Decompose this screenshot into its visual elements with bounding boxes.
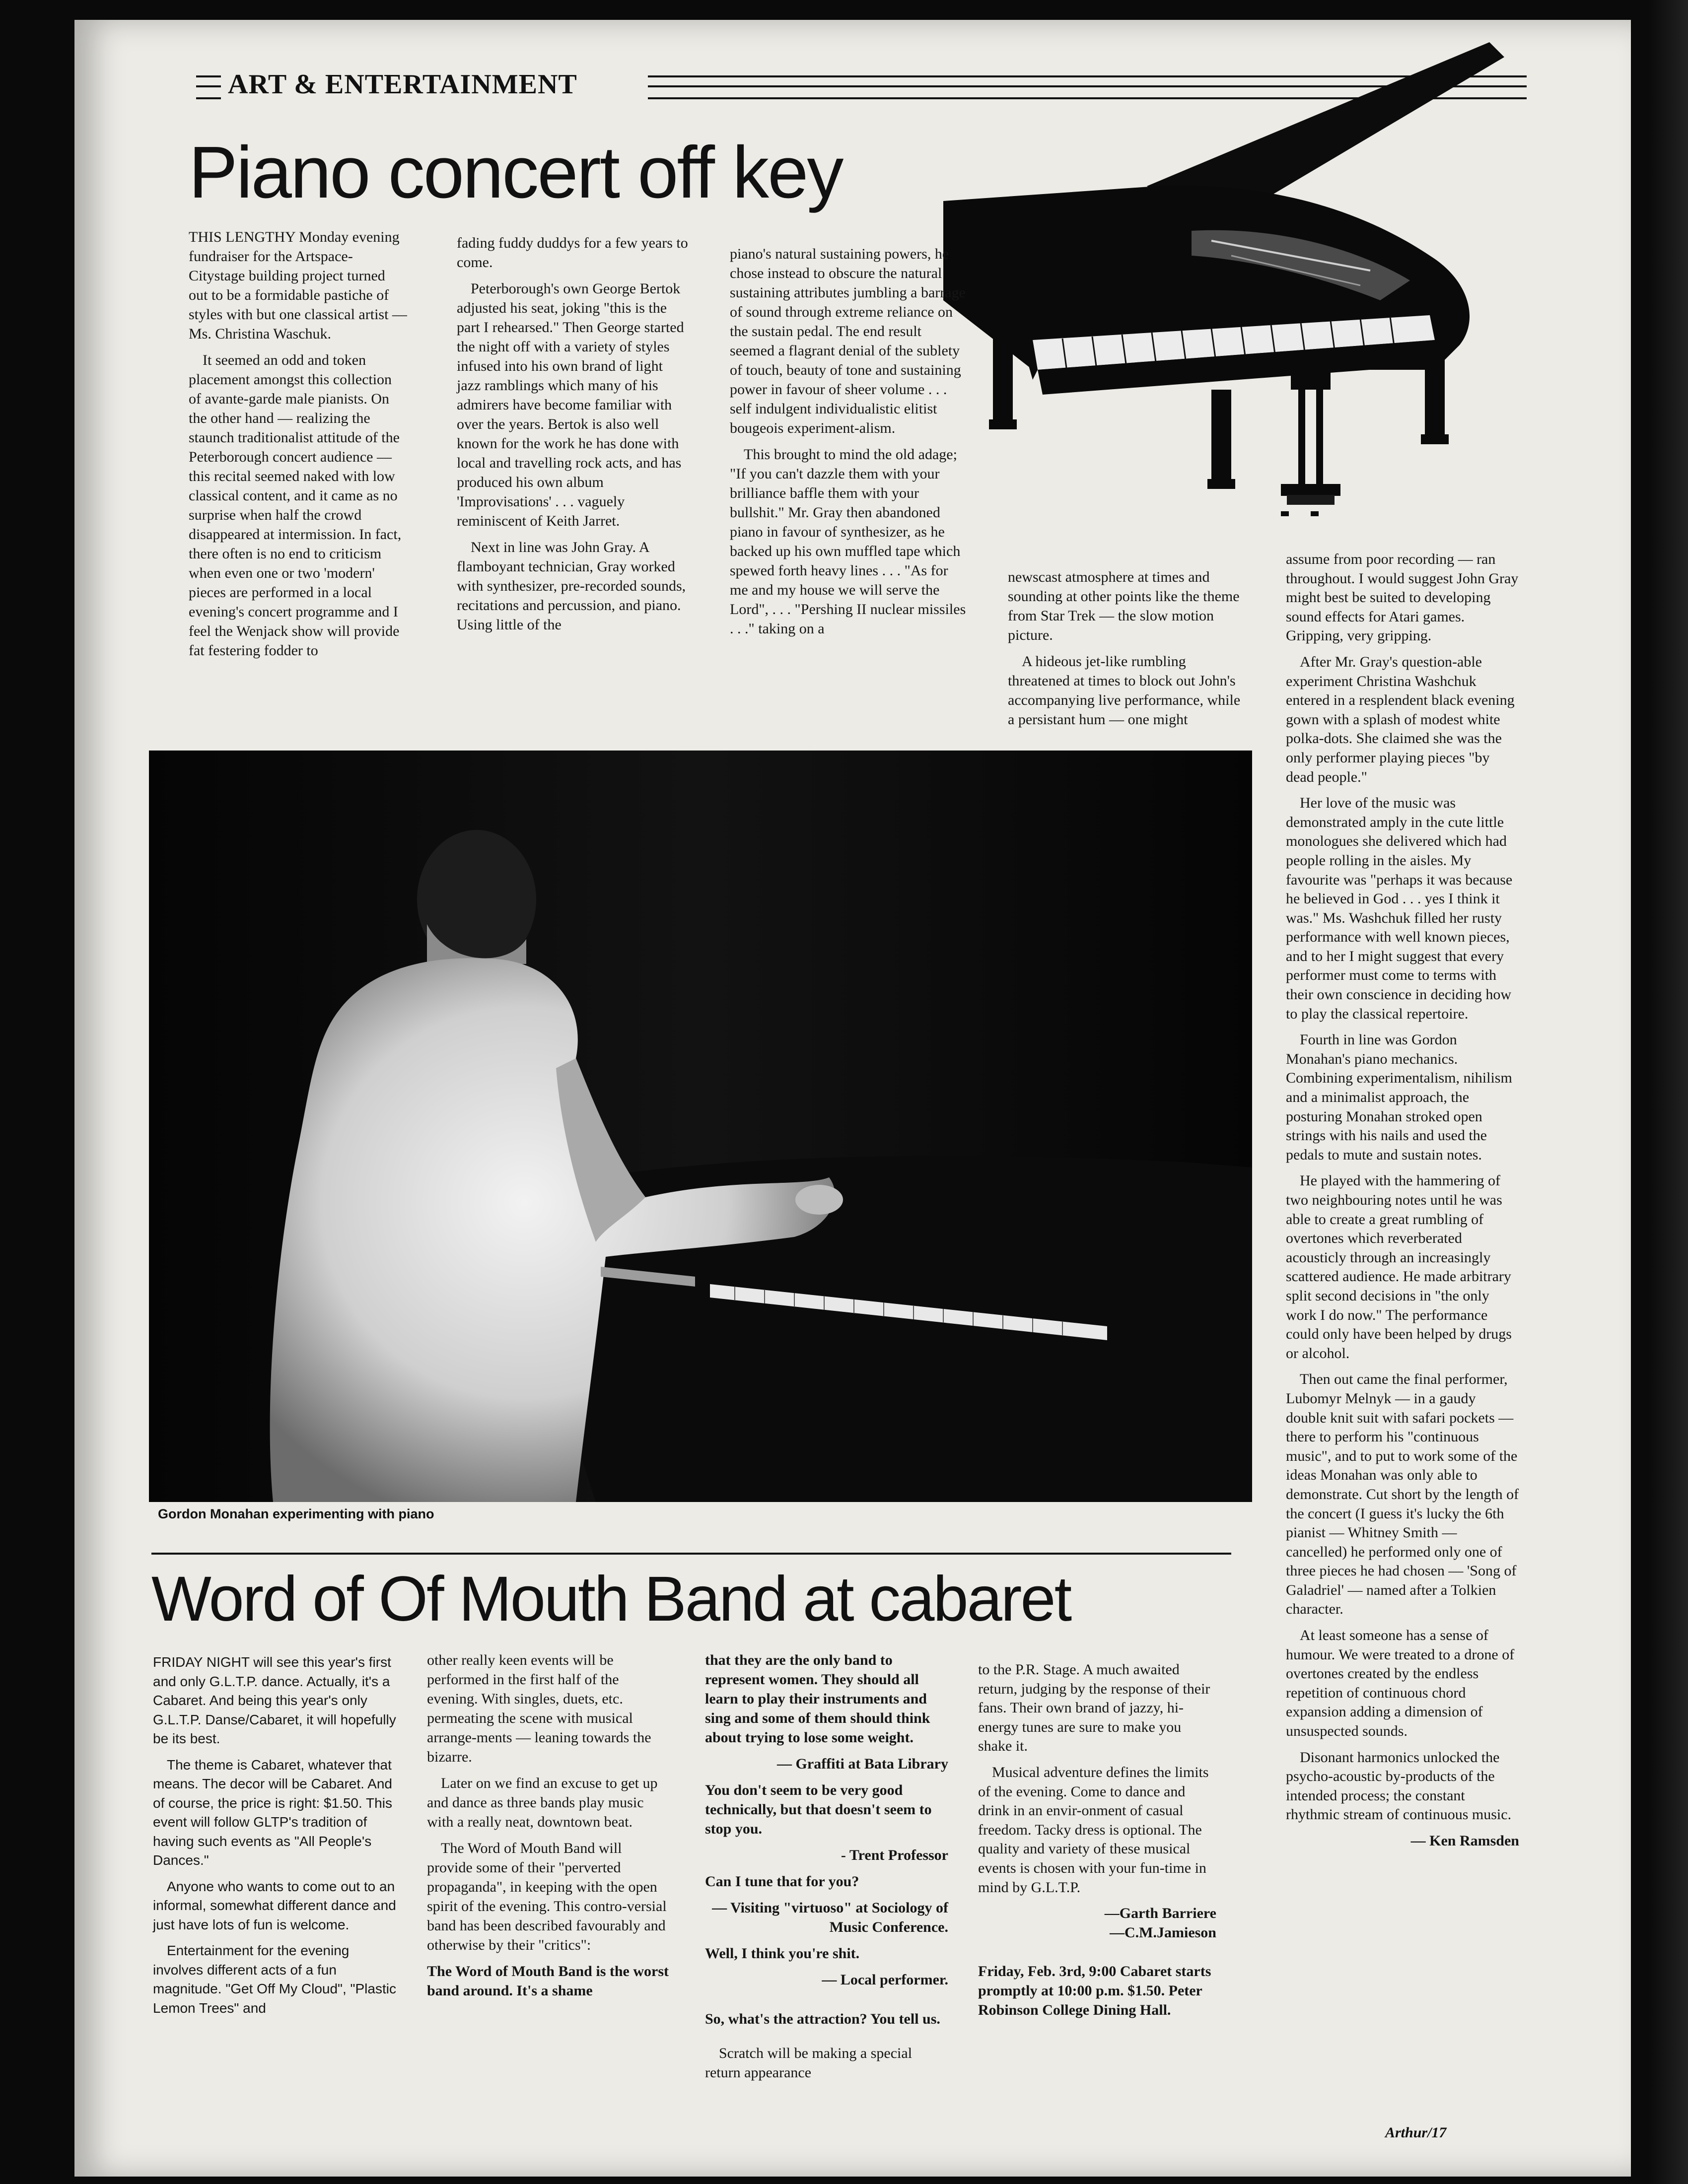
article2-col3-attrib2: - Trent Professor [841,1847,948,1863]
article2-col3-attrib3: — Visiting "virtuoso" at Sociology of Music Conference. [712,1900,948,1935]
article1-col5-p2: After Mr. Gray's question-able experiment Christina Washchuk entered in a resplendent black evening gown with a splash of modest white polka-dots. She claimed she was the only performer playing pieces "by dead people." [1286,653,1515,785]
article2-col1-p2: The theme is Cabaret, whatever that means. The decor will be Cabaret. And of course, the price is right: $1.50. This event will follow GLTP's tradition of having such events as "All People's Dances." [153,1757,392,1868]
article1-col5-p6: Then out came the final performer, Lubomyr Melnyk — in a gaudy double knit suit with safari pockets — there to perform his "continuous music", and to put to work some of the ideas Monahan was only able to demonstrate. Cut short by the length of the concert (I guess it's lucky the 6th pianist — Whitney Smith — cancelled) he performed only one of three pieces he had chosen — 'Song of Galadriel' — named after a Tolkien character. [1286,1371,1519,1618]
article2-col2-p2: Later on we find an excuse to get up and dance as three bands play music with a really neat, downtown beat. [427,1775,658,1830]
article2-col3-attrib4: — Local performer. [822,1972,948,1988]
article1-column-4 [1008,567,1241,736]
article-divider-rule [151,1553,1231,1555]
article2-col3-p2: You don't seem to be very good technically, but that doesn't seem to stop you. [705,1782,932,1837]
article1-col5-p7: At least someone has a sense of humour. We were treated to a drone of overtones created by the endless repetition of continuous chord expansion adding a dimension of unsuspected sounds. [1286,1627,1515,1740]
article2-byline-1: —Garth Barriere [1104,1905,1216,1922]
article2-col3-p4: Well, I think you're shit. [705,1945,860,1962]
article2-col3-p1: that they are the only band to represent women. They should all learn to play their instruments and sing and some of them should think about trying to lose some weight. [705,1652,930,1746]
grand-piano-illustration [933,22,1514,541]
article1-column-3 [730,244,968,645]
article1-col5-p3: Her love of the music was demonstrated amply in the cute little monologues she delivered which had people rolling in the aisles. My favourite was "perhaps it was because he believed in God . . . yes I think it was." Ms. Washchuk filled her rusty performance with well known pieces, and to her I might suggest that every performer must come to terms with their own conscience in deciding how to play the classical repertoire. [1286,795,1513,1022]
article1-col3-p1: piano's natural sustaining powers, he chose instead to obscure the natural sustaining attributes jumbling a barrage of sound through extreme reliance on the sustain pedal. The end result seemed a flagrant denial of the sublety of touch, beauty of tone and sustaining power in favour of sheer volume . . . self indulgent individualistic elitist bougeois experiment-alism. [730,246,966,436]
article1-col4-p2: A hideous jet-like rumbling threatened at times to block out John's accompanying live performance, while a persistant hum — one might [1008,653,1241,728]
article1-col2-p2: Peterborough's own George Bertok adjusted his seat, joking "this is the part I rehearsed." Then George started the night off with a variety of styles infused into his own brand of light jazz ramblings which many of his admirers have become familiar with over the years. Bertok is also well known for the work he has done with local and travelling rock acts, and has produced his own album 'Improvisations' . . . vaguely reminiscent of Keith Jarret. [457,280,684,529]
article1-column-5 [1286,550,1519,1858]
section-banner-label: ART & ENTERTAINMENT [228,69,577,100]
article2-byline-2: —C.M.Jamieson [1110,1924,1216,1941]
article2-event-details: Friday, Feb. 3rd, 9:00 Cabaret starts promptly at 10:00 p.m. $1.50. Peter Robinson College Dining Hall. [978,1963,1211,2018]
article1-col2-p1: fading fuddy duddys for a few years to come. [457,235,688,271]
article2-col1-p1: FRIDAY NIGHT will see this year's first and only G.L.T.P. dance. Actually, it's a Cabaret. And being this year's only G.L.T.P. Danse/Cabaret, it will hopefully be its best. [153,1654,396,1746]
page-footer-folio: Arthur/17 [1385,2124,1447,2141]
article2-col4-p2: Musical adventure defines the limits of the evening. Come to dance and drink in an envir-onment of casual freedom. Tacky dress is optional. The quality and variety of these musical events is chosen with your fun-time in mind by G.L.T.P. [978,1764,1209,1896]
article1-col1-p1: THIS LENGTHY Monday evening fundraiser for the Artspace-Citystage building project turned out to be a formidable pastiche of styles with but one classical artist — Ms. Christina Waschuk. [189,229,407,342]
article1-col3-p2: This brought to mind the old adage; "If you can't dazzle them with your brilliance baffle them with your bullshit." Mr. Gray then abandoned piano in favour of synthesizer, as he backed up his own muffled tape which spewed forth heavy lines . . . "As for me and my house we will serve the Lord", . . . "Pershing II nuclear missiles . . ." taking on a [730,446,966,637]
scan-edge-right [1648,0,1688,2184]
article1-col5-p8: Disonant harmonics unlocked the psycho-acoustic by-products of the intended process; the constant rhythmic stream of continuous music. [1286,1749,1512,1823]
article2-col2-p4: The Word of Mouth Band is the worst band around. It's a shame [427,1963,669,1999]
article2-col4-p1: to the P.R. Stage. A much awaited return, judging by the response of their fans. Their own brand of jazzy, hi-energy tunes are sure to make you shake it. [978,1661,1210,1755]
article2-col2-p1: other really keen events will be performed in the first half of the evening. With singles, duets, etc. permeating the scene with musical arrange-ments — leaning towards the bizarre. [427,1652,651,1765]
article1-col1-p2: It seemed an odd and token placement amongst this collection of avante-garde male pianists. On the other hand — realizing the staunch traditionalist attitude of the Peterborough concert audience — this recital seemed naked with low classical content, and it came as no surprise when half the crowd disappeared at intermission. In fact, there often is no end to criticism when even one or two 'modern' pieces are performed in a local evening's concert programme and I feel the Wenjack show will provide fat festering fodder to [189,352,402,659]
article1-col5-p5: He played with the hammering of two neighbouring notes until he was able to create a great rumbling of overtones which reverberated acousticly through an increasingly scattered audience. He made arbitrary split second decisions in "the only work I do now." The performance could only have been helped by drugs or alcohol. [1286,1172,1512,1362]
article2-col3-p5: So, what's the attraction? You tell us. [705,2011,940,2027]
article2-col3-attrib1: — Graffiti at Bata Library [777,1756,948,1772]
performer-photo [149,751,1252,1502]
article2-col1-p4: Entertainment for the evening involves different acts of a fun magnitude. "Get Off My Cloud", "Plastic Lemon Trees" and [153,1943,396,2016]
banner-rule-left [196,75,221,99]
article1-col2-p3: Next in line was John Gray. A flamboyant technician, Gray worked with synthesizer, pre-recorded sounds, recitations and percussion, and piano. Using little of the [457,539,686,633]
article2-col3-p3: Can I tune that for you? [705,1873,859,1890]
article2-headline: Word of Of Mouth Band at cabaret [151,1564,1071,1635]
article1-col5-p1: assume from poor recording — ran throughout. I would suggest John Gray might best be suited to developing sound effects for Atari games. Gripping, very gripping. [1286,551,1519,644]
photo-caption: Gordon Monahan experimenting with piano [158,1506,434,1521]
article2-col1-p3: Anyone who wants to come out to an informal, somewhat different dance and just have lots of fun is welcome. [153,1878,396,1932]
article1-col5-p4: Fourth in line was Gordon Monahan's piano mechanics. Combining experimentalism, nihilism and a minimalist approach, the posturing Monahan stroked open strings with his nails and used the pedals to mute and sustain notes. [1286,1031,1512,1163]
article2-column-2 [427,1650,670,2007]
article2-col2-p3: The Word of Mouth Band will provide some of their "perverted propaganda", in keeping with the open spirit of the evening. This contro-versial band has been described favourably and otherwise by their "critics": [427,1840,667,1953]
article1-byline: — Ken Ramsden [1410,1833,1519,1849]
article1-headline: Piano concert off key [189,132,843,213]
article1-col4-p1: newscast atmosphere at times and sounding at other points like the theme from Star Trek — the slow motion picture. [1008,569,1240,643]
pianist-at-piano-image [149,751,1252,1502]
article2-column-4 [978,1660,1216,2027]
article2-column-1 [153,1653,401,2025]
article1-column-1 [189,227,407,667]
article1-column-2 [457,233,690,641]
article2-column-3 [705,1650,948,2089]
article2-col3-p6: Scratch will be making a special return appearance [705,2045,913,2081]
